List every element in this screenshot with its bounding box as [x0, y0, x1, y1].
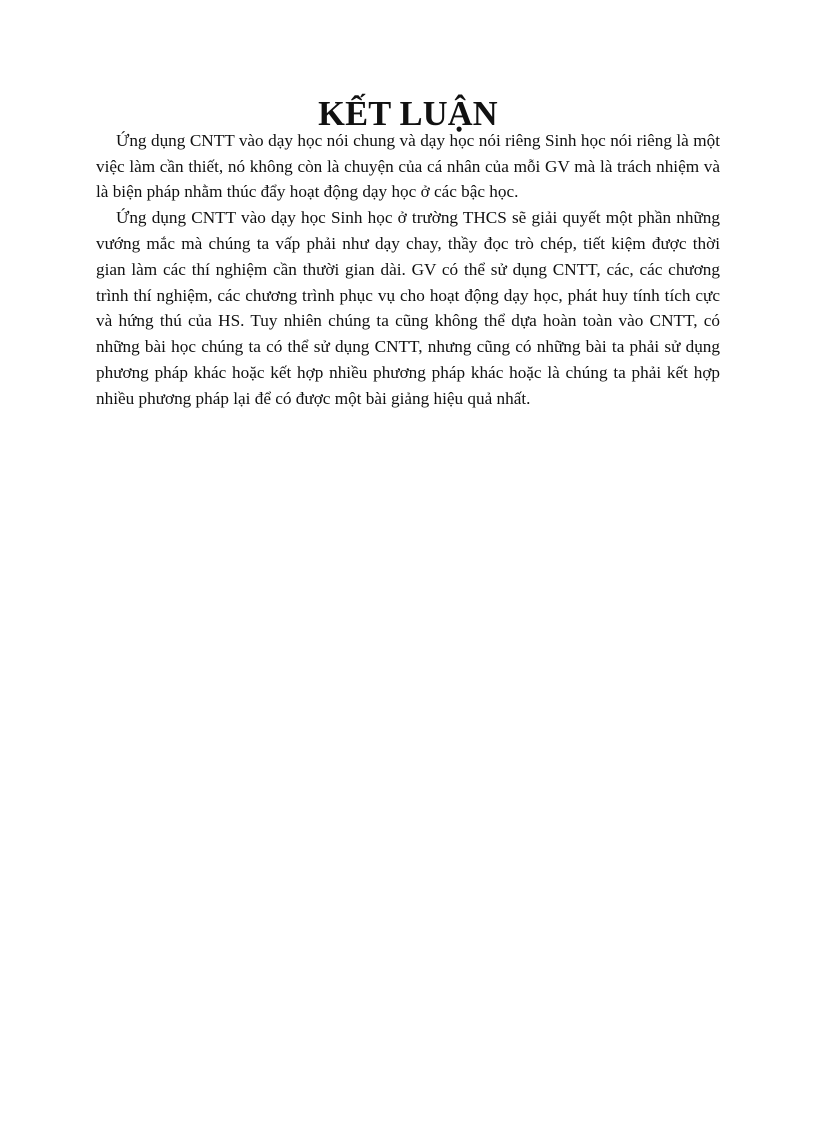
- section-heading: KẾT LUẬN: [318, 95, 498, 133]
- paragraph-1: Ứng dụng CNTT vào dạy học nói chung và dạy học nói riêng Sinh học nói riêng là một việc làm cần thiết, nó không còn là chuyện của cá nhân của mỗi GV mà là trách nhiệm và là biện pháp nhằm thúc đẩy hoạt động dạy học ở các bậc học.: [96, 130, 720, 202]
- document-page: [96, 95, 720, 412]
- paragraph-2: Ứng dụng CNTT vào dạy học Sinh học ở trường THCS sẽ giải quyết một phần những vướng mắc mà chúng ta vấp phải như dạy chay, thầy đọc trò chép, tiết kiệm được thời gian làm các thí nghiệm cần thười gian dài. GV có thể sử dụng CNTT, các, các chương trình thí nghiệm, các chương trình phục vụ cho hoạt động dạy học, phát huy tính tích cực và hứng thú của HS. Tuy nhiên chúng ta cũng không thể dựa hoàn toàn vào CNTT, có những bài học chúng ta có thể sử dụng CNTT, nhưng cũng có những bài ta phải sử dụng phương pháp khác hoặc kết hợp nhiều phương pháp khác hoặc là chúng ta phải kết hợp nhiều phương pháp lại để có được một bài giảng hiệu quả nhất.: [96, 208, 720, 408]
